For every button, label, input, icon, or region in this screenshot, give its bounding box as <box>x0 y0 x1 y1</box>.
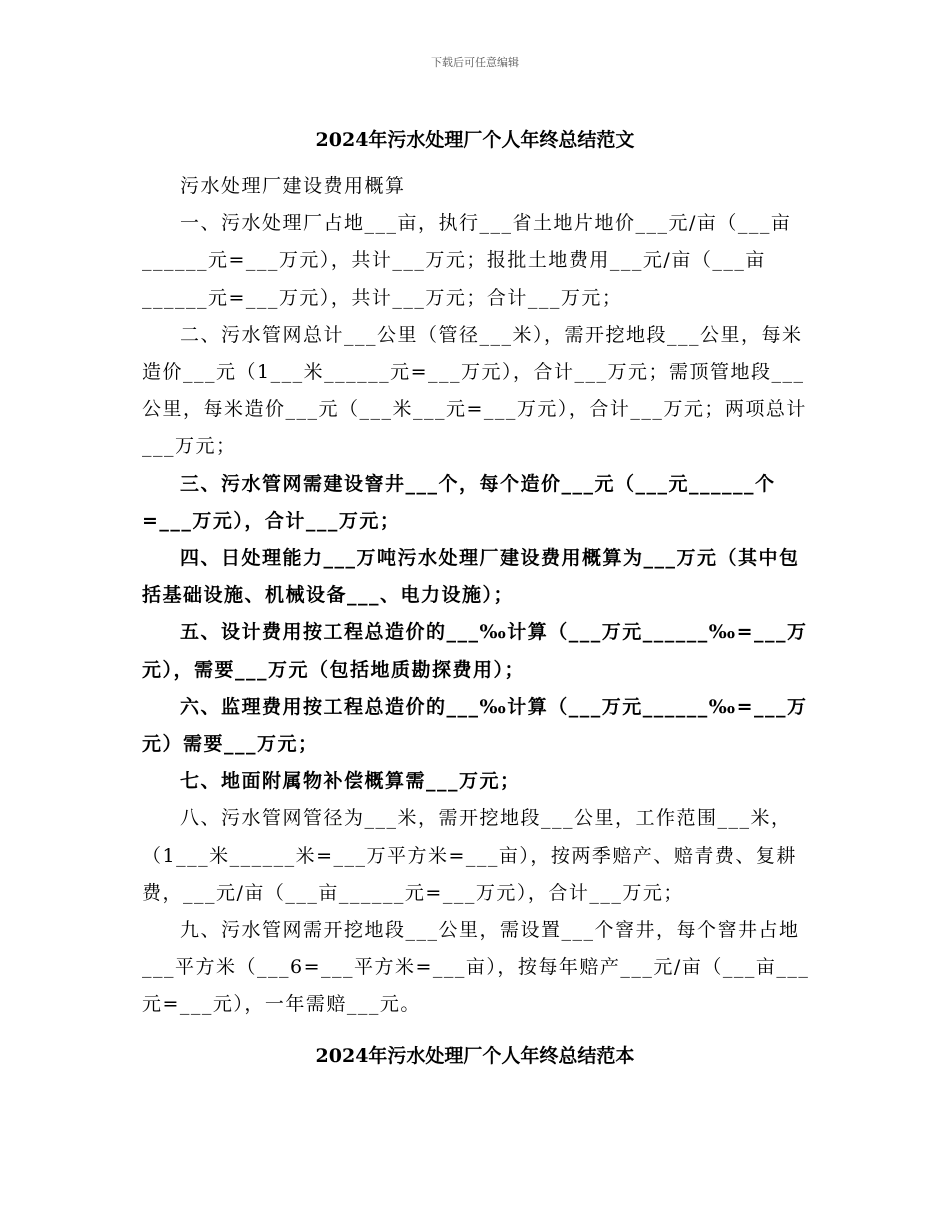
paragraph-item-2: 二、污水管网总计___公里（管径___米），需开挖地段___公里，每米造价___元（1___米______元=___万元），合计___万元；需顶管地段___公里，每米造价___元（___米___元=___万元），合计___万元；两项总计___万元； <box>142 323 807 458</box>
paragraph-item-8: 八、污水管网管径为___米，需开挖地段___公里，工作范围___米，（1___米______米=___万平方米=___亩），按两季赔产、赔青费、复耕费，___元/亩（___亩______元=___万元），合计___万元； <box>142 807 797 904</box>
document-title: 2024年污水处理厂个人年终总结范文 <box>315 129 635 151</box>
second-document-title: 2024年污水处理厂个人年终总结范本 <box>315 1045 635 1067</box>
paragraph-item-1: 一、污水处理厂占地___亩，执行___省土地片地价___元/亩（___亩______元=___万元），共计___万元；报批土地费用___元/亩（___亩______元=___万元），共计___万元；合计___万元； <box>142 212 792 309</box>
paragraph-item-3: 三、污水管网需建设窨井___个，每个造价___元（___元______个=___万元），合计___万元； <box>142 472 776 532</box>
header-note: 下载后可任意编辑 <box>431 56 519 69</box>
paragraph-item-4: 四、日处理能力___万吨污水处理厂建设费用概算为___万元（其中包括基础设施、机械设备___、电力设施）； <box>142 547 800 607</box>
paragraph-item-5: 五、设计费用按工程总造价的___‰计算（___万元______‰=___万元），需要___万元（包括地质勘探费用）； <box>142 621 808 681</box>
paragraph-item-7: 七、地面附属物补偿概算需___万元； <box>180 770 521 793</box>
paragraph-item-6: 六、监理费用按工程总造价的___‰计算（___万元______‰=___万元）需要___万元； <box>142 695 808 756</box>
paragraph-intro: 污水处理厂建设费用概算 <box>180 175 406 197</box>
document-body <box>142 168 810 1024</box>
paragraph-item-9: 九、污水管网需开挖地段___公里，需设置___个窨井，每个窨井占地___平方米（___6=___平方米=___亩），按每年赔产___元/亩（___亩___元=___元），一年需赔___元。 <box>142 919 810 1016</box>
